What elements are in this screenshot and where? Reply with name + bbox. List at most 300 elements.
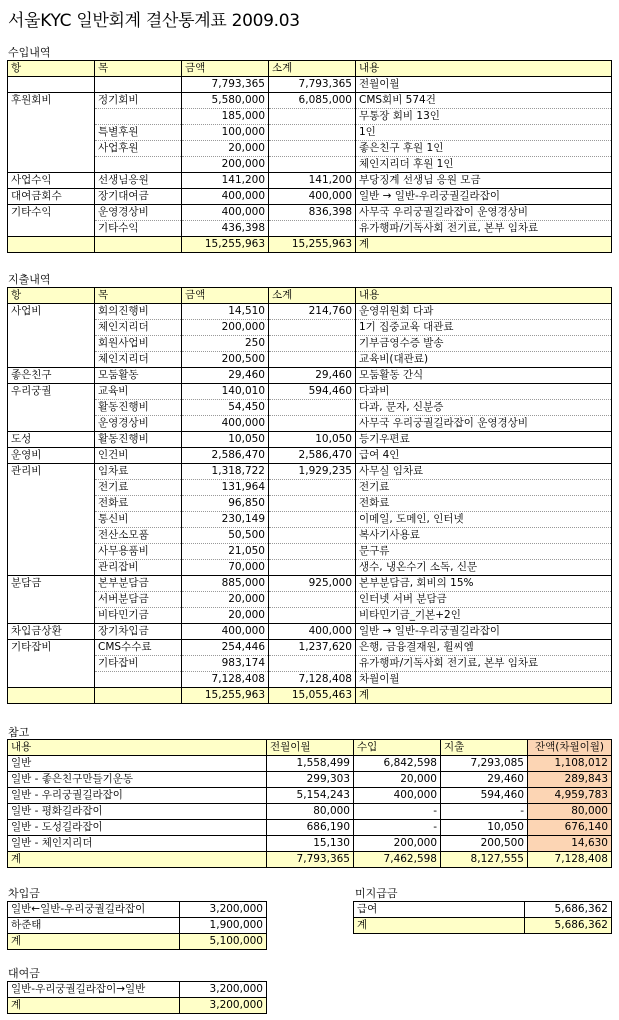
column-header: 지출: [441, 740, 528, 756]
table-row: [8, 560, 612, 576]
table-cell: 10,050: [441, 820, 528, 836]
total-row: [8, 934, 267, 950]
table-cell: 이메일, 도메인, 인터넷: [356, 512, 612, 528]
table-cell: 400,000: [354, 788, 441, 804]
table-row: [8, 512, 612, 528]
total-cell: [95, 688, 182, 704]
table-cell: [269, 656, 356, 672]
column-header: 소계: [269, 288, 356, 304]
table-cell: [269, 512, 356, 528]
table-cell: 400,000: [269, 189, 356, 205]
table-cell: 전화료: [95, 496, 182, 512]
table-cell: 141,200: [182, 173, 269, 189]
table-cell: 운영비: [8, 448, 95, 464]
table-cell: [269, 528, 356, 544]
table-cell: 유가행파/기독사회 전기료, 본부 임차료: [356, 656, 612, 672]
table-cell: 체인지리더: [95, 352, 182, 368]
table-cell: 70,000: [182, 560, 269, 576]
borrowing-table: [7, 901, 267, 950]
table-row: [8, 918, 267, 934]
table-row: [354, 902, 612, 918]
table-row: [8, 157, 612, 173]
table-cell: 7,793,365: [182, 77, 269, 93]
table-cell: [269, 480, 356, 496]
table-cell: [269, 416, 356, 432]
total-cell: 15,255,963: [182, 237, 269, 253]
total-row: [8, 237, 612, 253]
table-cell: 급여 4인: [356, 448, 612, 464]
table-cell: [8, 221, 95, 237]
table-row: [8, 109, 612, 125]
table-cell: 사업비: [8, 304, 95, 320]
table-cell: 선생님응원: [95, 173, 182, 189]
table-cell: 200,500: [441, 836, 528, 852]
table-row: [8, 464, 612, 480]
table-cell: 10,050: [182, 432, 269, 448]
table-cell: 983,174: [182, 656, 269, 672]
table-cell: 214,760: [269, 304, 356, 320]
table-cell: [8, 608, 95, 624]
total-row: [8, 998, 267, 1014]
table-cell: 비타민기금_기본+2인: [356, 608, 612, 624]
column-header: 전월이월: [267, 740, 354, 756]
table-cell: [269, 157, 356, 173]
column-header: 항: [8, 61, 95, 77]
table-cell: 관리비: [8, 464, 95, 480]
table-cell: CMS수수료: [95, 640, 182, 656]
table-cell: 6,085,000: [269, 93, 356, 109]
table-cell: 본부분담금: [95, 576, 182, 592]
table-cell: 기타잡비: [95, 656, 182, 672]
table-row: [8, 592, 612, 608]
table-cell: 본부분담금, 회비의 15%: [356, 576, 612, 592]
table-row: [8, 772, 612, 788]
table-cell: 2,586,470: [269, 448, 356, 464]
table-cell: 사무국 우리궁궐길라잡이 운영경상비: [356, 205, 612, 221]
table-cell: 사무실 임차료: [356, 464, 612, 480]
table-cell: 일반 - 체인지리더: [8, 836, 267, 852]
total-cell: [8, 237, 95, 253]
table-cell: 하준태: [8, 918, 180, 934]
header-row: [8, 61, 612, 77]
table-cell: 일반 - 평화길라잡이: [8, 804, 267, 820]
table-cell: 96,850: [182, 496, 269, 512]
column-header: 잔액(차월이월): [528, 740, 612, 756]
table-cell: 7,128,408: [269, 672, 356, 688]
table-row: [8, 756, 612, 772]
table-cell: [8, 480, 95, 496]
table-cell: CMS회비 574건: [356, 93, 612, 109]
table-cell: -: [354, 804, 441, 820]
table-cell: [269, 496, 356, 512]
table-cell: 21,050: [182, 544, 269, 560]
column-header: 금액: [182, 61, 269, 77]
table-cell: 회의진행비: [95, 304, 182, 320]
table-cell: 일반 - 좋은친구만들기운동: [8, 772, 267, 788]
expense-table: [7, 287, 612, 704]
table-cell: 1,558,499: [267, 756, 354, 772]
table-cell: 특별후원: [95, 125, 182, 141]
table-cell: 생수, 냉온수기 소독, 신문: [356, 560, 612, 576]
table-row: [8, 205, 612, 221]
table-row: [8, 448, 612, 464]
table-row: [8, 368, 612, 384]
table-cell: [8, 672, 95, 688]
table-cell: 사업수익: [8, 173, 95, 189]
table-cell: 체인지리더: [95, 320, 182, 336]
table-row: [8, 189, 612, 205]
total-cell: 계: [8, 998, 180, 1014]
table-cell: 20,000: [182, 141, 269, 157]
table-cell: [8, 528, 95, 544]
table-cell: 일반-우리궁궐길라잡이→일반: [8, 982, 180, 998]
total-cell: [95, 237, 182, 253]
table-cell: 5,154,243: [267, 788, 354, 804]
table-cell: 대여금회수: [8, 189, 95, 205]
table-cell: [8, 109, 95, 125]
table-cell: 141,200: [269, 173, 356, 189]
table-cell: 등기우편료: [356, 432, 612, 448]
loan-section-title: 대여금: [8, 967, 40, 980]
table-cell: 다과비: [356, 384, 612, 400]
table-cell: [8, 656, 95, 672]
income-section-title: 수입내역: [8, 46, 51, 59]
table-cell: 594,460: [441, 788, 528, 804]
column-header: 항: [8, 288, 95, 304]
column-header: 수입: [354, 740, 441, 756]
table-cell: 서버분담금: [95, 592, 182, 608]
table-row: [8, 352, 612, 368]
table-row: [8, 982, 267, 998]
table-cell: [8, 320, 95, 336]
table-row: [8, 173, 612, 189]
total-cell: 계: [354, 918, 525, 934]
table-cell: 1인: [356, 125, 612, 141]
column-header: 목: [95, 288, 182, 304]
table-cell: [269, 109, 356, 125]
total-cell: [8, 688, 95, 704]
table-row: [8, 528, 612, 544]
table-cell: [269, 221, 356, 237]
table-cell: 후원회비: [8, 93, 95, 109]
table-cell: 운영경상비: [95, 416, 182, 432]
unpaid-section-title: 미지급금: [355, 887, 398, 900]
table-cell: 80,000: [528, 804, 612, 820]
table-cell: 인터넷 서버 분담금: [356, 592, 612, 608]
table-row: [8, 608, 612, 624]
table-cell: 전산소모품: [95, 528, 182, 544]
table-cell: 1,900,000: [180, 918, 267, 934]
table-cell: [8, 544, 95, 560]
total-cell: 계: [356, 237, 612, 253]
loan-table: [7, 981, 267, 1014]
table-cell: 활동진행비: [95, 432, 182, 448]
table-cell: 관리잡비: [95, 560, 182, 576]
table-cell: 모둠활동: [95, 368, 182, 384]
table-cell: [8, 512, 95, 528]
table-cell: 1,318,722: [182, 464, 269, 480]
table-cell: 운영경상비: [95, 205, 182, 221]
reference-table: [7, 739, 612, 868]
table-cell: 유가행파/기독사회 전기료, 본부 임차료: [356, 221, 612, 237]
table-cell: [95, 157, 182, 173]
total-cell: 3,200,000: [180, 998, 267, 1014]
table-cell: 230,149: [182, 512, 269, 528]
page-title: 서울KYC 일반회계 결산통계표 2009.03: [8, 11, 300, 31]
table-cell: [8, 141, 95, 157]
table-cell: 686,190: [267, 820, 354, 836]
header-row: [8, 740, 612, 756]
table-cell: 10,050: [269, 432, 356, 448]
table-cell: 분담금: [8, 576, 95, 592]
table-cell: 200,000: [354, 836, 441, 852]
table-cell: 기타잡비: [8, 640, 95, 656]
table-cell: 7,293,085: [441, 756, 528, 772]
table-row: [8, 576, 612, 592]
table-row: [8, 125, 612, 141]
table-cell: 기부금영수증 발송: [356, 336, 612, 352]
column-header: 소계: [269, 61, 356, 77]
table-cell: 5,580,000: [182, 93, 269, 109]
table-cell: [269, 592, 356, 608]
table-cell: 장기대여금: [95, 189, 182, 205]
table-cell: 29,460: [269, 368, 356, 384]
table-cell: 140,010: [182, 384, 269, 400]
table-cell: 885,000: [182, 576, 269, 592]
table-cell: 일반←일반-우리궁궐길라잡이: [8, 902, 180, 918]
table-cell: 사무용품비: [95, 544, 182, 560]
table-cell: 다과, 문자, 신분증: [356, 400, 612, 416]
table-cell: 일반 → 일반-우리궁궐길라잡이: [356, 189, 612, 205]
table-row: [8, 320, 612, 336]
table-cell: 무통장 회비 13인: [356, 109, 612, 125]
table-cell: 교육비(대관료): [356, 352, 612, 368]
table-cell: 20,000: [354, 772, 441, 788]
table-cell: 54,450: [182, 400, 269, 416]
table-row: [8, 416, 612, 432]
table-cell: [269, 608, 356, 624]
total-cell: 7,462,598: [354, 852, 441, 868]
table-cell: 전기료: [95, 480, 182, 496]
table-cell: 185,000: [182, 109, 269, 125]
table-cell: 2,586,470: [182, 448, 269, 464]
column-header: 내용: [356, 288, 612, 304]
table-cell: 200,000: [182, 320, 269, 336]
table-cell: 활동진행비: [95, 400, 182, 416]
income-table: [7, 60, 612, 253]
table-cell: 인건비: [95, 448, 182, 464]
table-cell: 299,303: [267, 772, 354, 788]
table-cell: 회원사업비: [95, 336, 182, 352]
table-cell: 교육비: [95, 384, 182, 400]
table-cell: [269, 352, 356, 368]
table-cell: [269, 544, 356, 560]
table-cell: 6,842,598: [354, 756, 441, 772]
table-row: [8, 836, 612, 852]
total-row: [8, 852, 612, 868]
table-cell: 1,237,620: [269, 640, 356, 656]
table-cell: 전월이월: [356, 77, 612, 93]
table-cell: [8, 125, 95, 141]
table-cell: -: [354, 820, 441, 836]
table-cell: 131,964: [182, 480, 269, 496]
table-cell: 부당징계 선생님 응원 모금: [356, 173, 612, 189]
total-cell: 7,128,408: [528, 852, 612, 868]
table-cell: [269, 336, 356, 352]
table-row: [8, 336, 612, 352]
table-cell: 14,630: [528, 836, 612, 852]
table-cell: 은행, 금융결재원, 휠씨엠: [356, 640, 612, 656]
table-row: [8, 221, 612, 237]
table-cell: 7,128,408: [182, 672, 269, 688]
table-cell: 29,460: [441, 772, 528, 788]
table-cell: 80,000: [267, 804, 354, 820]
total-cell: 8,127,555: [441, 852, 528, 868]
table-cell: 1,108,012: [528, 756, 612, 772]
table-cell: 일반 - 우리궁궐길라잡이: [8, 788, 267, 804]
table-cell: 운영위원회 다과: [356, 304, 612, 320]
table-cell: 복사기사용료: [356, 528, 612, 544]
table-cell: [95, 672, 182, 688]
table-cell: 594,460: [269, 384, 356, 400]
table-cell: [95, 109, 182, 125]
table-row: [8, 93, 612, 109]
table-cell: 20,000: [182, 592, 269, 608]
total-row: [354, 918, 612, 934]
table-cell: 장기차입금: [95, 624, 182, 640]
table-row: [8, 624, 612, 640]
table-cell: 50,500: [182, 528, 269, 544]
table-cell: 1기 집중교육 대관료: [356, 320, 612, 336]
table-cell: 4,959,783: [528, 788, 612, 804]
header-row: [8, 288, 612, 304]
table-cell: [8, 592, 95, 608]
total-cell: 계: [8, 934, 180, 950]
table-cell: 676,140: [528, 820, 612, 836]
table-cell: 우리궁궐: [8, 384, 95, 400]
table-cell: [8, 416, 95, 432]
unpaid-table: [353, 901, 612, 934]
table-row: [8, 304, 612, 320]
table-row: [8, 480, 612, 496]
table-cell: 836,398: [269, 205, 356, 221]
column-header: 내용: [356, 61, 612, 77]
total-cell: 5,100,000: [180, 934, 267, 950]
table-row: [8, 141, 612, 157]
table-cell: 사업후원: [95, 141, 182, 157]
table-row: [8, 496, 612, 512]
total-row: [8, 688, 612, 704]
table-cell: [269, 125, 356, 141]
table-row: [8, 820, 612, 836]
table-row: [8, 77, 612, 93]
total-cell: 5,686,362: [525, 918, 612, 934]
table-row: [8, 544, 612, 560]
table-cell: 5,686,362: [525, 902, 612, 918]
table-cell: 통신비: [95, 512, 182, 528]
table-cell: 임차료: [95, 464, 182, 480]
column-header: 목: [95, 61, 182, 77]
table-cell: [8, 77, 95, 93]
table-cell: 체인지리더 후원 1인: [356, 157, 612, 173]
table-cell: 사무국 우리궁궐길라잡이 운영경상비: [356, 416, 612, 432]
table-cell: 차월이월: [356, 672, 612, 688]
total-cell: 15,255,963: [269, 237, 356, 253]
table-cell: [269, 320, 356, 336]
table-cell: [95, 77, 182, 93]
table-row: [8, 384, 612, 400]
table-row: [8, 400, 612, 416]
table-row: [8, 656, 612, 672]
table-cell: [8, 157, 95, 173]
table-cell: 정기회비: [95, 93, 182, 109]
table-cell: 일반 → 일반-우리궁궐길라잡이: [356, 624, 612, 640]
table-cell: [8, 560, 95, 576]
table-cell: [8, 352, 95, 368]
table-cell: -: [441, 804, 528, 820]
table-cell: 436,398: [182, 221, 269, 237]
table-row: [8, 640, 612, 656]
table-cell: 기타수익: [8, 205, 95, 221]
table-row: [8, 672, 612, 688]
table-row: [8, 788, 612, 804]
table-cell: 20,000: [182, 608, 269, 624]
table-cell: 400,000: [269, 624, 356, 640]
table-row: [8, 432, 612, 448]
table-cell: [8, 400, 95, 416]
table-cell: [8, 336, 95, 352]
borrowing-section-title: 차입금: [8, 887, 40, 900]
column-header: 금액: [182, 288, 269, 304]
table-cell: [269, 400, 356, 416]
table-cell: 일반: [8, 756, 267, 772]
table-cell: 모둠활동 간식: [356, 368, 612, 384]
table-cell: 급여: [354, 902, 525, 918]
table-cell: 3,200,000: [180, 982, 267, 998]
table-cell: 3,200,000: [180, 902, 267, 918]
table-cell: 좋은친구 후원 1인: [356, 141, 612, 157]
table-cell: 200,500: [182, 352, 269, 368]
expense-section-title: 지출내역: [8, 273, 51, 286]
table-cell: 차입금상환: [8, 624, 95, 640]
table-cell: 925,000: [269, 576, 356, 592]
table-cell: 100,000: [182, 125, 269, 141]
table-cell: 29,460: [182, 368, 269, 384]
table-cell: 250: [182, 336, 269, 352]
total-cell: 7,793,365: [267, 852, 354, 868]
table-cell: 비타민기금: [95, 608, 182, 624]
total-cell: 15,055,463: [269, 688, 356, 704]
table-cell: [269, 141, 356, 157]
table-cell: 200,000: [182, 157, 269, 173]
table-cell: 전기료: [356, 480, 612, 496]
total-cell: 계: [356, 688, 612, 704]
table-cell: 254,446: [182, 640, 269, 656]
table-cell: 14,510: [182, 304, 269, 320]
total-cell: 계: [8, 852, 267, 868]
table-cell: 400,000: [182, 189, 269, 205]
table-cell: [269, 560, 356, 576]
table-cell: 400,000: [182, 205, 269, 221]
table-cell: [8, 496, 95, 512]
table-cell: 289,843: [528, 772, 612, 788]
table-cell: 기타수익: [95, 221, 182, 237]
column-header: 내용: [8, 740, 267, 756]
table-cell: 도성: [8, 432, 95, 448]
table-cell: 문구류: [356, 544, 612, 560]
table-cell: 400,000: [182, 624, 269, 640]
total-cell: 15,255,963: [182, 688, 269, 704]
